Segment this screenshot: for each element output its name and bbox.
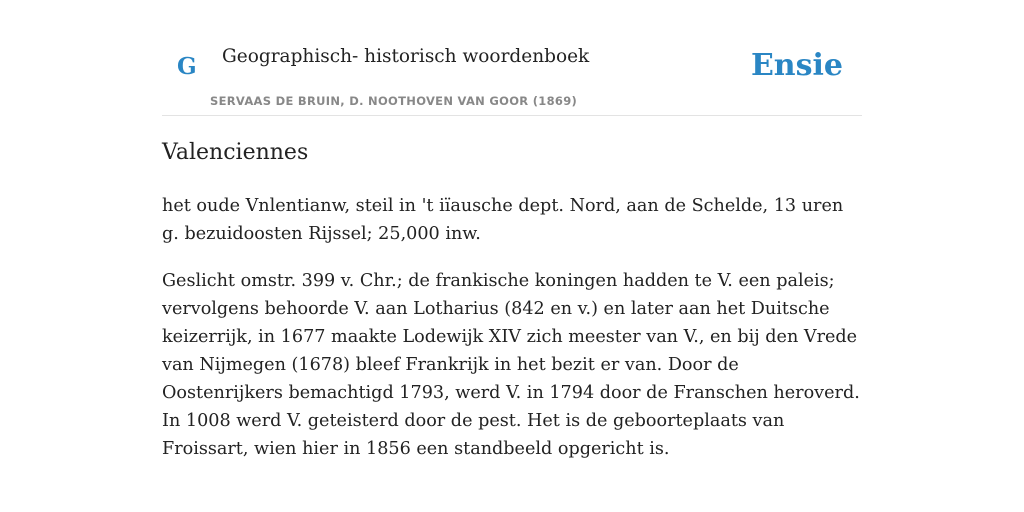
site-logo[interactable]: Ensie [750, 48, 843, 83]
book-title[interactable]: Geographisch- historisch woordenboek [222, 46, 590, 67]
book-header [162, 0, 862, 116]
entry-card [162, 0, 862, 512]
entry-title: Valenciennes [162, 140, 309, 165]
book-author: SERVAAS DE BRUIN, D. NOOTHOVEN VAN GOOR (1869) [210, 94, 578, 108]
book-logo-icon[interactable]: G [177, 53, 197, 80]
entry-paragraph: het oude Vnlentianw, steil in 't iïausche dept. Nord, aan de Schelde, 13 uren g. bezuidoosten Rijssel; 25,000 inw. [162, 196, 844, 244]
entry-paragraph: Geslicht omstr. 399 v. Chr.; de frankische koningen hadden te V. een paleis; vervolgens behoorde V. aan Lotharius (842 en v.) en later aan het Duitsche keizerrijk, in 1677 maakte Lodewijk XIV zich meester van V., en bij den Vrede van Nijmegen (1678) bleef Frankrijk in het bezit er van. Door de Oostenrijkers bemachtigd 1793, werd V. in 1794 door de Franschen heroverd. In 1008 werd V. geteisterd door de pest. Het is de geboorteplaats van Froissart, wien hier in 1856 een standbeeld opgericht is. [162, 271, 860, 459]
